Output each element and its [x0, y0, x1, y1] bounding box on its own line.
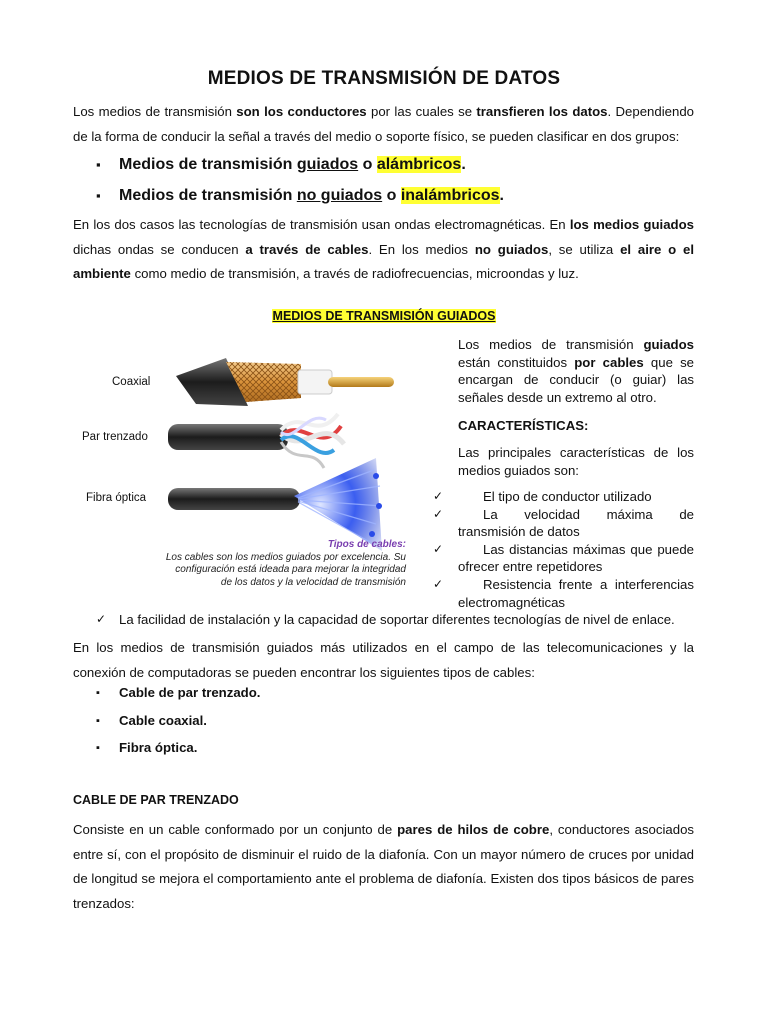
group-text: .	[499, 187, 504, 204]
para-text: Consiste en un cable conformado por un conjunto de	[73, 822, 398, 837]
fiber-optic-illustration	[168, 458, 382, 551]
para-bold: pares de hilos de cobre	[397, 822, 550, 837]
para-bold: los medios guiados	[569, 217, 694, 232]
characteristic-item-wide	[96, 611, 729, 629]
group-item-guided	[96, 152, 696, 183]
check-icon: ✓	[433, 541, 444, 556]
group-text: o	[358, 156, 377, 173]
intro-paragraph	[73, 100, 694, 149]
cable-types-list	[96, 682, 260, 765]
tp-jacket	[168, 424, 288, 450]
cable-type-item: ▪ Fibra óptica.	[96, 737, 260, 765]
characteristic-item	[433, 576, 694, 611]
caption-line: de los datos y la velocidad de transmisión	[220, 576, 406, 588]
paragraph-2	[73, 213, 694, 287]
para-text: dichas ondas se conducen	[73, 241, 246, 257]
desc-text: que se encargan de conducir (o guiar) las señales desde un extremo al otro.	[458, 354, 695, 405]
label-twisted-pair: Par trenzado	[82, 431, 148, 443]
desc-bold: por cables	[574, 354, 644, 370]
guided-description	[458, 336, 694, 406]
section-title-text: MEDIOS DE TRANSMISIÓN GUIADOS	[272, 309, 496, 323]
characteristic-text: Resistencia frente a interferencias electromagnéticas	[458, 576, 694, 610]
characteristics-list	[433, 488, 694, 611]
para-bold: no guiados	[474, 241, 549, 257]
caption-line: Los cables son los medios guiados por excelencia. Su	[165, 551, 406, 563]
group-text: o	[382, 187, 401, 204]
group-underlined: no guiados	[296, 187, 383, 204]
para-bold: a través de cables	[245, 241, 369, 257]
para-text: , conductores asociados entre sí, con el propósito de disminuir el ruido de la diafonía. Con un mayor número de cruces por unidad de longitud se mejora el comportamiento ante el problema de diafonía. Existen dos tipos básicos de pares trenzados:	[73, 822, 695, 911]
intro-text: por las cuales se	[366, 104, 477, 119]
cable-type-item: ▪ Cable coaxial.	[96, 710, 260, 738]
para-text: En los dos casos las tecnologías de transmisión usan ondas electromagnéticas. En	[73, 217, 570, 232]
group-text: Medios de transmisión	[119, 156, 297, 173]
coax-core	[328, 377, 394, 387]
characteristics-intro: Las principales características de los medios guiados son:	[458, 445, 694, 478]
transmission-groups-list	[96, 152, 696, 214]
section-title-guided	[0, 309, 768, 323]
group-text: Medios de transmisión	[119, 187, 297, 204]
characteristic-item	[433, 488, 694, 506]
fiber-jacket	[168, 488, 300, 510]
intro-text: Los medios de transmisión	[73, 104, 237, 119]
label-fiber-optic: Fibra óptica	[86, 492, 147, 504]
desc-text: están constituidos	[458, 354, 575, 370]
characteristics-title: CARACTERÍSTICAS:	[458, 418, 589, 433]
check-icon: ✓	[433, 576, 444, 591]
group-highlight: inalámbricos	[400, 187, 500, 204]
paragraph-3: En los medios de transmisión guiados más utilizados en el campo de las telecomunicaciones y la conexión de computadoras se pueden encontrar los siguientes tipos de cables:	[73, 640, 694, 680]
characteristic-text: La facilidad de instalación y la capacidad de soportar diferentes tecnologías de nivel de enlace.	[119, 612, 675, 627]
group-item-unguided	[96, 183, 696, 214]
page-title: MEDIOS DE TRANSMISIÓN DE DATOS	[207, 68, 561, 89]
para-text: , se utiliza	[548, 241, 621, 257]
caption-line: configuración está ideada para mejorar la integridad	[175, 564, 406, 575]
section-heading-twisted-pair: CABLE DE PAR TRENZADO	[73, 793, 239, 807]
coax-dielectric	[298, 370, 332, 394]
twisted-pair-illustration	[168, 414, 344, 468]
group-underlined: guiados	[296, 156, 359, 173]
characteristic-text: Las distancias máximas que puede ofrecer entre repetidores	[458, 541, 694, 575]
intro-bold: son los conductores	[236, 104, 367, 119]
characteristic-text: El tipo de conductor utilizado	[483, 489, 652, 504]
characteristic-item	[433, 541, 694, 576]
figure-caption	[140, 539, 406, 589]
group-text: .	[461, 156, 466, 173]
para-text: . En los medios	[368, 241, 475, 257]
cable-type-item: ▪ Cable de par trenzado.	[96, 682, 260, 710]
characteristic-text: La velocidad máxima de transmisión de datos	[458, 506, 694, 540]
para-bold: el aire o el ambiente	[73, 241, 694, 281]
coaxial-cable-illustration	[176, 358, 394, 406]
group-highlight: alámbricos	[376, 156, 462, 173]
desc-text: Los medios de transmisión	[458, 337, 644, 352]
intro-text: . Dependiendo de la forma de conducir la señal a través del medio o soporte físico, se pueden clasificar en dos grupos:	[73, 104, 694, 144]
check-icon: ✓	[433, 489, 444, 503]
label-coaxial: Coaxial	[112, 376, 151, 388]
check-icon: ✓	[96, 612, 107, 626]
caption-title: Tipos de cables:	[327, 539, 406, 550]
intro-bold: transfieren los datos	[476, 104, 608, 119]
check-icon: ✓	[433, 506, 444, 521]
desc-bold: guiados	[643, 337, 694, 352]
paragraph-4	[73, 818, 694, 916]
para-text: como medio de transmisión, a través de radiofrecuencias, microondas y luz.	[130, 266, 579, 281]
characteristic-item	[433, 506, 694, 541]
